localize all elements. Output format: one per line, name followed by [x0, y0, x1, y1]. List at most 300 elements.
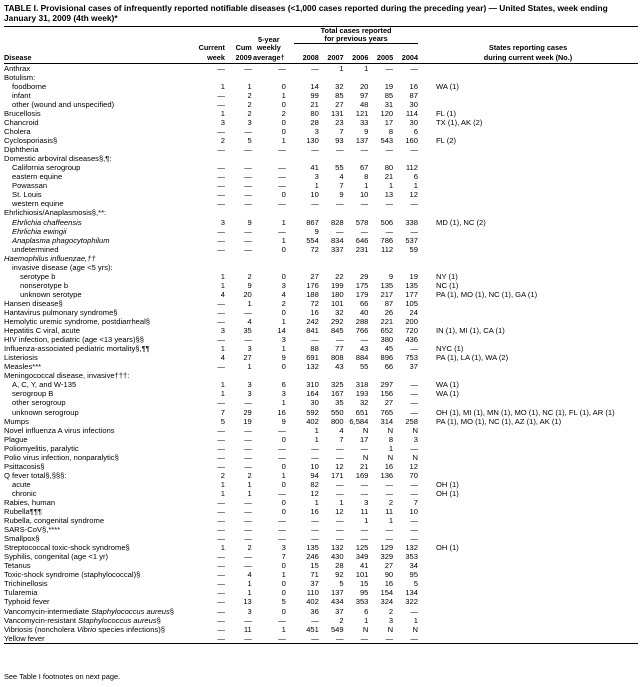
states-reporting: [418, 580, 638, 589]
cell-value: 41: [359, 561, 369, 571]
cell-value: 554: [306, 235, 319, 245]
table-row: [4, 73, 638, 82]
cell-value: 1: [314, 434, 319, 444]
disease-name: Plague: [4, 434, 28, 444]
cell-value: 3: [220, 326, 225, 336]
cell-value: 31: [384, 100, 394, 109]
cell-value: 66: [359, 299, 369, 308]
cell-value: [344, 254, 369, 263]
cell-value: 200: [405, 317, 418, 327]
states-reporting: WA (1): [436, 380, 459, 390]
spacer: [286, 625, 294, 634]
cell-value: —: [217, 235, 225, 245]
cell-value: 27: [335, 100, 344, 109]
cell-value: [393, 73, 418, 82]
cell-value: [368, 372, 393, 381]
cell-value: 1: [281, 344, 286, 354]
spacer: [286, 562, 294, 571]
disease-name: unknown serogroup: [12, 407, 79, 417]
cell-value: —: [244, 443, 252, 453]
cell-value: 691: [306, 353, 319, 363]
disease-name: California serogroup: [12, 163, 81, 173]
table-row: [4, 82, 638, 91]
states-reporting: [418, 444, 638, 453]
cell-value: 2: [247, 272, 252, 281]
cell-value: 135: [306, 543, 319, 553]
cell-value: 828: [330, 217, 344, 227]
cell-value: 1: [220, 109, 225, 118]
cell-value: 1: [247, 362, 252, 372]
cell-value: —: [336, 525, 344, 535]
spacer: [286, 127, 294, 136]
table-row: [4, 317, 638, 326]
table-row: [4, 218, 638, 227]
cell-value: [319, 154, 344, 163]
states-reporting: OH (1): [436, 489, 459, 498]
states-reporting: [418, 254, 638, 263]
cell-value: 15: [310, 561, 319, 571]
cell-value: 36: [310, 606, 319, 616]
cell-value: 27: [384, 398, 394, 408]
cell-value: 1: [281, 624, 286, 634]
cell-value: —: [278, 172, 286, 182]
year-header: 2004: [401, 53, 418, 62]
cell-value: 175: [355, 281, 369, 290]
cell-value: 132: [330, 543, 344, 553]
cell-value: 135: [405, 281, 418, 290]
spacer: [286, 245, 294, 254]
cell-value: —: [244, 453, 252, 462]
cell-value: [368, 154, 393, 163]
spacer: [286, 191, 294, 200]
cell-value: 16: [310, 507, 319, 517]
cell-value: —: [217, 443, 225, 453]
cell-value: 199: [330, 281, 344, 290]
cell-value: 3: [281, 543, 286, 553]
table-row: [4, 136, 638, 145]
spacer: [286, 543, 294, 552]
cell-value: 136: [380, 471, 394, 480]
cell-value: —: [385, 480, 394, 489]
spacer: [286, 408, 294, 417]
cell-value: 3: [388, 615, 394, 625]
five-year-header-2: weekly: [256, 43, 281, 52]
cell-value: 652: [380, 326, 394, 336]
cell-value: 11: [243, 624, 252, 634]
cell-value: 37: [310, 579, 319, 589]
cell-value: 32: [359, 398, 369, 408]
cell-value: —: [336, 335, 344, 345]
cell-value: 3: [281, 389, 286, 399]
cell-value: [225, 154, 252, 163]
cell-value: —: [410, 398, 418, 408]
cell-value: 6: [281, 380, 286, 390]
cell-value: 765: [380, 407, 394, 417]
cell-value: 246: [306, 552, 319, 562]
states-reporting: [418, 145, 638, 154]
spacer: [286, 372, 294, 381]
states-reporting: [418, 363, 638, 372]
cell-value: —: [360, 480, 369, 489]
disease-name: A, C, Y, and W-135: [12, 380, 77, 390]
cell-value: 720: [405, 326, 418, 336]
cell-value: —: [217, 127, 225, 137]
cell-value: —: [217, 226, 225, 236]
cell-value: 13: [243, 597, 252, 607]
cell-value: N: [362, 425, 369, 435]
table-row: [4, 64, 638, 74]
spacer: [286, 634, 294, 644]
cell-value: 766: [355, 326, 369, 336]
cell-value: 6: [413, 127, 418, 137]
cell-value: 436: [405, 335, 418, 345]
cell-value: 92: [335, 570, 344, 580]
disease-name: Tetanus: [4, 561, 31, 571]
disease-name: acute: [12, 480, 31, 489]
cell-value: —: [244, 462, 252, 471]
cell-value: 1: [220, 272, 225, 281]
cell-value: —: [410, 389, 418, 399]
cell-value: 1: [220, 344, 225, 354]
cell-value: 1: [247, 489, 252, 498]
cell-value: 402: [306, 597, 319, 607]
table-row: [4, 589, 638, 598]
cell-value: [225, 254, 252, 263]
spacer: [286, 227, 294, 236]
cell-value: 11: [385, 507, 394, 517]
disease-name: Tularemia: [4, 588, 38, 598]
cell-value: 135: [380, 281, 394, 290]
spacer: [286, 182, 294, 191]
cell-value: 12: [310, 489, 319, 498]
cell-value: 1: [388, 443, 394, 453]
cell-value: 5: [220, 416, 225, 426]
cell-value: 2: [220, 136, 225, 146]
spacer: [286, 417, 294, 426]
cell-value: 1: [281, 217, 286, 227]
cell-value: 3: [247, 118, 252, 127]
cell-value: 6,584: [349, 416, 369, 426]
states-reporting: [418, 299, 638, 308]
cell-value: —: [336, 480, 344, 489]
cell-value: 4: [281, 290, 286, 299]
table-row: [4, 236, 638, 245]
cell-value: [198, 372, 225, 381]
cell-value: 322: [405, 597, 418, 607]
cell-value: N: [412, 425, 418, 435]
cell-value: —: [410, 407, 418, 417]
cell-value: [368, 73, 393, 82]
cell-value: 121: [355, 109, 369, 118]
cell-value: 0: [281, 434, 286, 444]
current-week-header-2: week: [207, 53, 225, 62]
cell-value: 353: [355, 597, 369, 607]
cell-value: —: [336, 633, 344, 643]
cell-value: 10: [310, 190, 319, 200]
table-row: [4, 634, 638, 644]
cell-value: —: [244, 145, 252, 155]
cell-value: 1: [220, 543, 225, 553]
cell-value: 537: [405, 235, 418, 245]
disease-name: Anaplasma phagocytophilum: [12, 235, 110, 245]
spacer: [286, 381, 294, 390]
cell-value: 9: [247, 217, 252, 227]
cell-value: 314: [380, 416, 394, 426]
cell-value: 10: [310, 462, 319, 471]
disease-name: Streptococcal toxic-shock syndrome§: [4, 543, 130, 553]
cell-value: —: [217, 362, 225, 372]
disease-name: Botulism:: [4, 73, 36, 82]
cell-value: 4: [339, 425, 344, 435]
cell-value: 80: [384, 163, 394, 173]
cell-value: 120: [380, 109, 394, 118]
spacer: [286, 209, 294, 218]
table-row: [4, 372, 638, 381]
table-row: [4, 435, 638, 444]
cell-value: 130: [306, 136, 319, 146]
cell-value: 329: [380, 552, 394, 562]
cell-value: N: [412, 624, 418, 634]
cell-value: —: [244, 63, 252, 73]
disease-name: Mumps: [4, 416, 29, 426]
cell-value: 0: [281, 498, 286, 507]
states-reporting: FL (2): [436, 136, 456, 146]
cell-value: 7: [339, 127, 344, 137]
cell-value: 77: [335, 344, 344, 354]
spacer: [286, 335, 294, 344]
cell-value: 1: [247, 588, 252, 598]
cell-value: —: [385, 199, 394, 209]
cell-value: —: [311, 615, 319, 625]
cell-value: 1: [364, 181, 369, 191]
cell-value: 28: [335, 561, 344, 571]
cell-value: 24: [409, 308, 418, 317]
spacer: [286, 589, 294, 598]
cell-value: 0: [281, 100, 286, 109]
spacer: [286, 525, 294, 534]
disease-name: Ehrlichia ewingii: [12, 226, 67, 236]
spacer: [286, 571, 294, 580]
cell-value: —: [217, 507, 225, 517]
cell-value: 646: [355, 235, 369, 245]
disease-name: Meningococcal disease, invasive†††:: [4, 371, 130, 381]
disease-name: Vibriosis (noncholera Vibrio species infections)§: [4, 624, 165, 634]
cell-value: —: [278, 633, 286, 643]
cell-value: 67: [359, 163, 369, 173]
cell-value: 549: [330, 624, 344, 634]
states-reporting: [418, 335, 638, 344]
cell-value: —: [311, 453, 319, 462]
cell-value: 0: [281, 118, 286, 127]
cell-value: —: [217, 172, 225, 182]
disease-name: Hansen disease§: [4, 299, 63, 308]
cell-value: —: [360, 489, 369, 498]
spacer: [286, 254, 294, 263]
disease-name: Vancomycin-intermediate Staphylococcus aureus§: [4, 606, 174, 616]
spacer: [286, 218, 294, 227]
cell-value: 3: [413, 434, 418, 444]
cell-value: 45: [384, 344, 394, 354]
cell-value: 27: [384, 561, 394, 571]
cell-value: 451: [306, 624, 319, 634]
cell-value: —: [360, 633, 369, 643]
disease-name: Cyclosporiasis§: [4, 136, 58, 146]
cell-value: 27: [243, 353, 252, 363]
spacer: [286, 580, 294, 589]
cell-value: [225, 209, 252, 218]
spacer: [286, 317, 294, 326]
states-reporting: OH (1): [436, 543, 459, 553]
cell-value: 3: [281, 281, 286, 290]
disease-name: Trichinellosis: [4, 579, 48, 589]
cell-value: [252, 209, 286, 218]
cell-value: 0: [281, 308, 286, 317]
cell-value: —: [410, 145, 418, 155]
cell-value: —: [217, 91, 225, 100]
cell-value: —: [217, 561, 225, 571]
disease-name: eastern equine: [12, 172, 63, 182]
cell-value: 9: [364, 127, 369, 137]
disease-name: other (wound and unspecified): [12, 100, 115, 109]
cell-value: —: [410, 480, 418, 489]
table-row: [4, 480, 638, 489]
cell-value: —: [336, 453, 344, 462]
states-reporting: [418, 64, 638, 74]
cell-value: 1: [247, 299, 252, 308]
table-row: [4, 399, 638, 408]
cell-value: 5: [413, 579, 418, 589]
cell-value: 16: [384, 462, 394, 471]
states-header-1: States reporting cases: [488, 43, 568, 52]
cell-value: —: [244, 127, 252, 137]
cell-value: —: [217, 579, 225, 589]
cell-value: 0: [281, 579, 286, 589]
table-row: [4, 118, 638, 127]
cell-value: 834: [330, 235, 344, 245]
table-body: [4, 64, 638, 644]
cell-value: 132: [306, 362, 319, 372]
cell-value: 193: [355, 389, 369, 399]
states-reporting: [418, 73, 638, 82]
cell-value: 125: [355, 543, 369, 553]
cell-value: —: [410, 489, 418, 498]
table-row: [4, 191, 638, 200]
table-row: [4, 363, 638, 372]
cell-value: 0: [281, 190, 286, 200]
cell-value: 112: [381, 244, 394, 254]
cell-value: —: [217, 624, 225, 634]
cell-value: 30: [310, 398, 319, 408]
cell-value: 337: [330, 244, 344, 254]
cell-value: —: [217, 570, 225, 580]
disease-name: Smallpox§: [4, 534, 40, 544]
spacer: [286, 236, 294, 245]
states-reporting: [418, 498, 638, 507]
cell-value: [344, 263, 369, 272]
cell-value: —: [244, 633, 252, 643]
cell-value: —: [385, 63, 394, 73]
states-reporting: [418, 516, 638, 525]
cell-value: 3: [247, 380, 252, 390]
cell-value: 3: [314, 172, 319, 182]
cell-value: 28: [310, 118, 319, 127]
cell-value: —: [360, 443, 369, 453]
disease-name: foodborne: [12, 82, 47, 91]
table-row: [4, 607, 638, 616]
cell-value: —: [278, 615, 286, 625]
cell-value: 59: [409, 244, 418, 254]
cell-value: 3: [247, 389, 252, 399]
cell-value: 48: [359, 100, 369, 109]
table-row: [4, 471, 638, 480]
cell-value: 7: [339, 434, 344, 444]
table-row: [4, 245, 638, 254]
spacer: [286, 64, 294, 74]
table-row: [4, 344, 638, 353]
table-row: [4, 534, 638, 543]
disease-name: Toxic-shock syndrome (staphylococcal)§: [4, 570, 141, 580]
cell-value: 402: [306, 416, 319, 426]
table-row: [4, 227, 638, 236]
cell-value: —: [311, 525, 319, 535]
cell-value: 12: [409, 462, 418, 471]
spacer: [286, 164, 294, 173]
cell-value: 12: [409, 190, 418, 200]
disease-name: Haemophilus influenzae,††: [4, 253, 96, 263]
year-header: 2007: [327, 53, 344, 62]
cell-value: 8: [388, 434, 394, 444]
table-row: [4, 390, 638, 399]
cell-value: 2: [247, 471, 252, 480]
cell-value: 29: [359, 272, 369, 281]
current-week-header-1: Current: [198, 43, 225, 52]
cell-value: —: [217, 63, 225, 73]
cell-value: 1: [220, 82, 225, 91]
cell-value: 4: [220, 290, 225, 299]
cell-value: 14: [277, 326, 286, 336]
cell-value: —: [336, 489, 344, 498]
cell-value: —: [278, 534, 286, 544]
cell-value: 19: [384, 82, 394, 91]
cell-value: 258: [405, 416, 418, 426]
table-row: [4, 281, 638, 290]
spacer: [286, 272, 294, 281]
cell-value: [252, 263, 286, 272]
cell-value: 40: [359, 308, 369, 317]
spacer: [286, 453, 294, 462]
cell-value: [198, 263, 225, 272]
disease-name: Rubella, congenital syndrome: [4, 516, 105, 526]
cell-value: [225, 372, 252, 381]
cell-value: 231: [355, 244, 369, 254]
table-row: [4, 326, 638, 335]
cell-value: 5: [339, 579, 344, 589]
states-reporting: TX (1), AK (2): [436, 118, 483, 127]
cell-value: 1: [339, 63, 344, 73]
cell-value: —: [336, 443, 344, 453]
spacer: [286, 534, 294, 543]
cell-value: 845: [330, 326, 344, 336]
cell-value: 1: [339, 498, 344, 507]
cell-value: 179: [355, 290, 369, 299]
cell-value: 1: [220, 281, 225, 290]
states-reporting: [418, 182, 638, 191]
spacer: [286, 399, 294, 408]
cell-value: [319, 263, 344, 272]
cell-value: —: [410, 606, 418, 616]
cell-value: —: [360, 226, 369, 236]
cell-value: —: [217, 335, 225, 345]
